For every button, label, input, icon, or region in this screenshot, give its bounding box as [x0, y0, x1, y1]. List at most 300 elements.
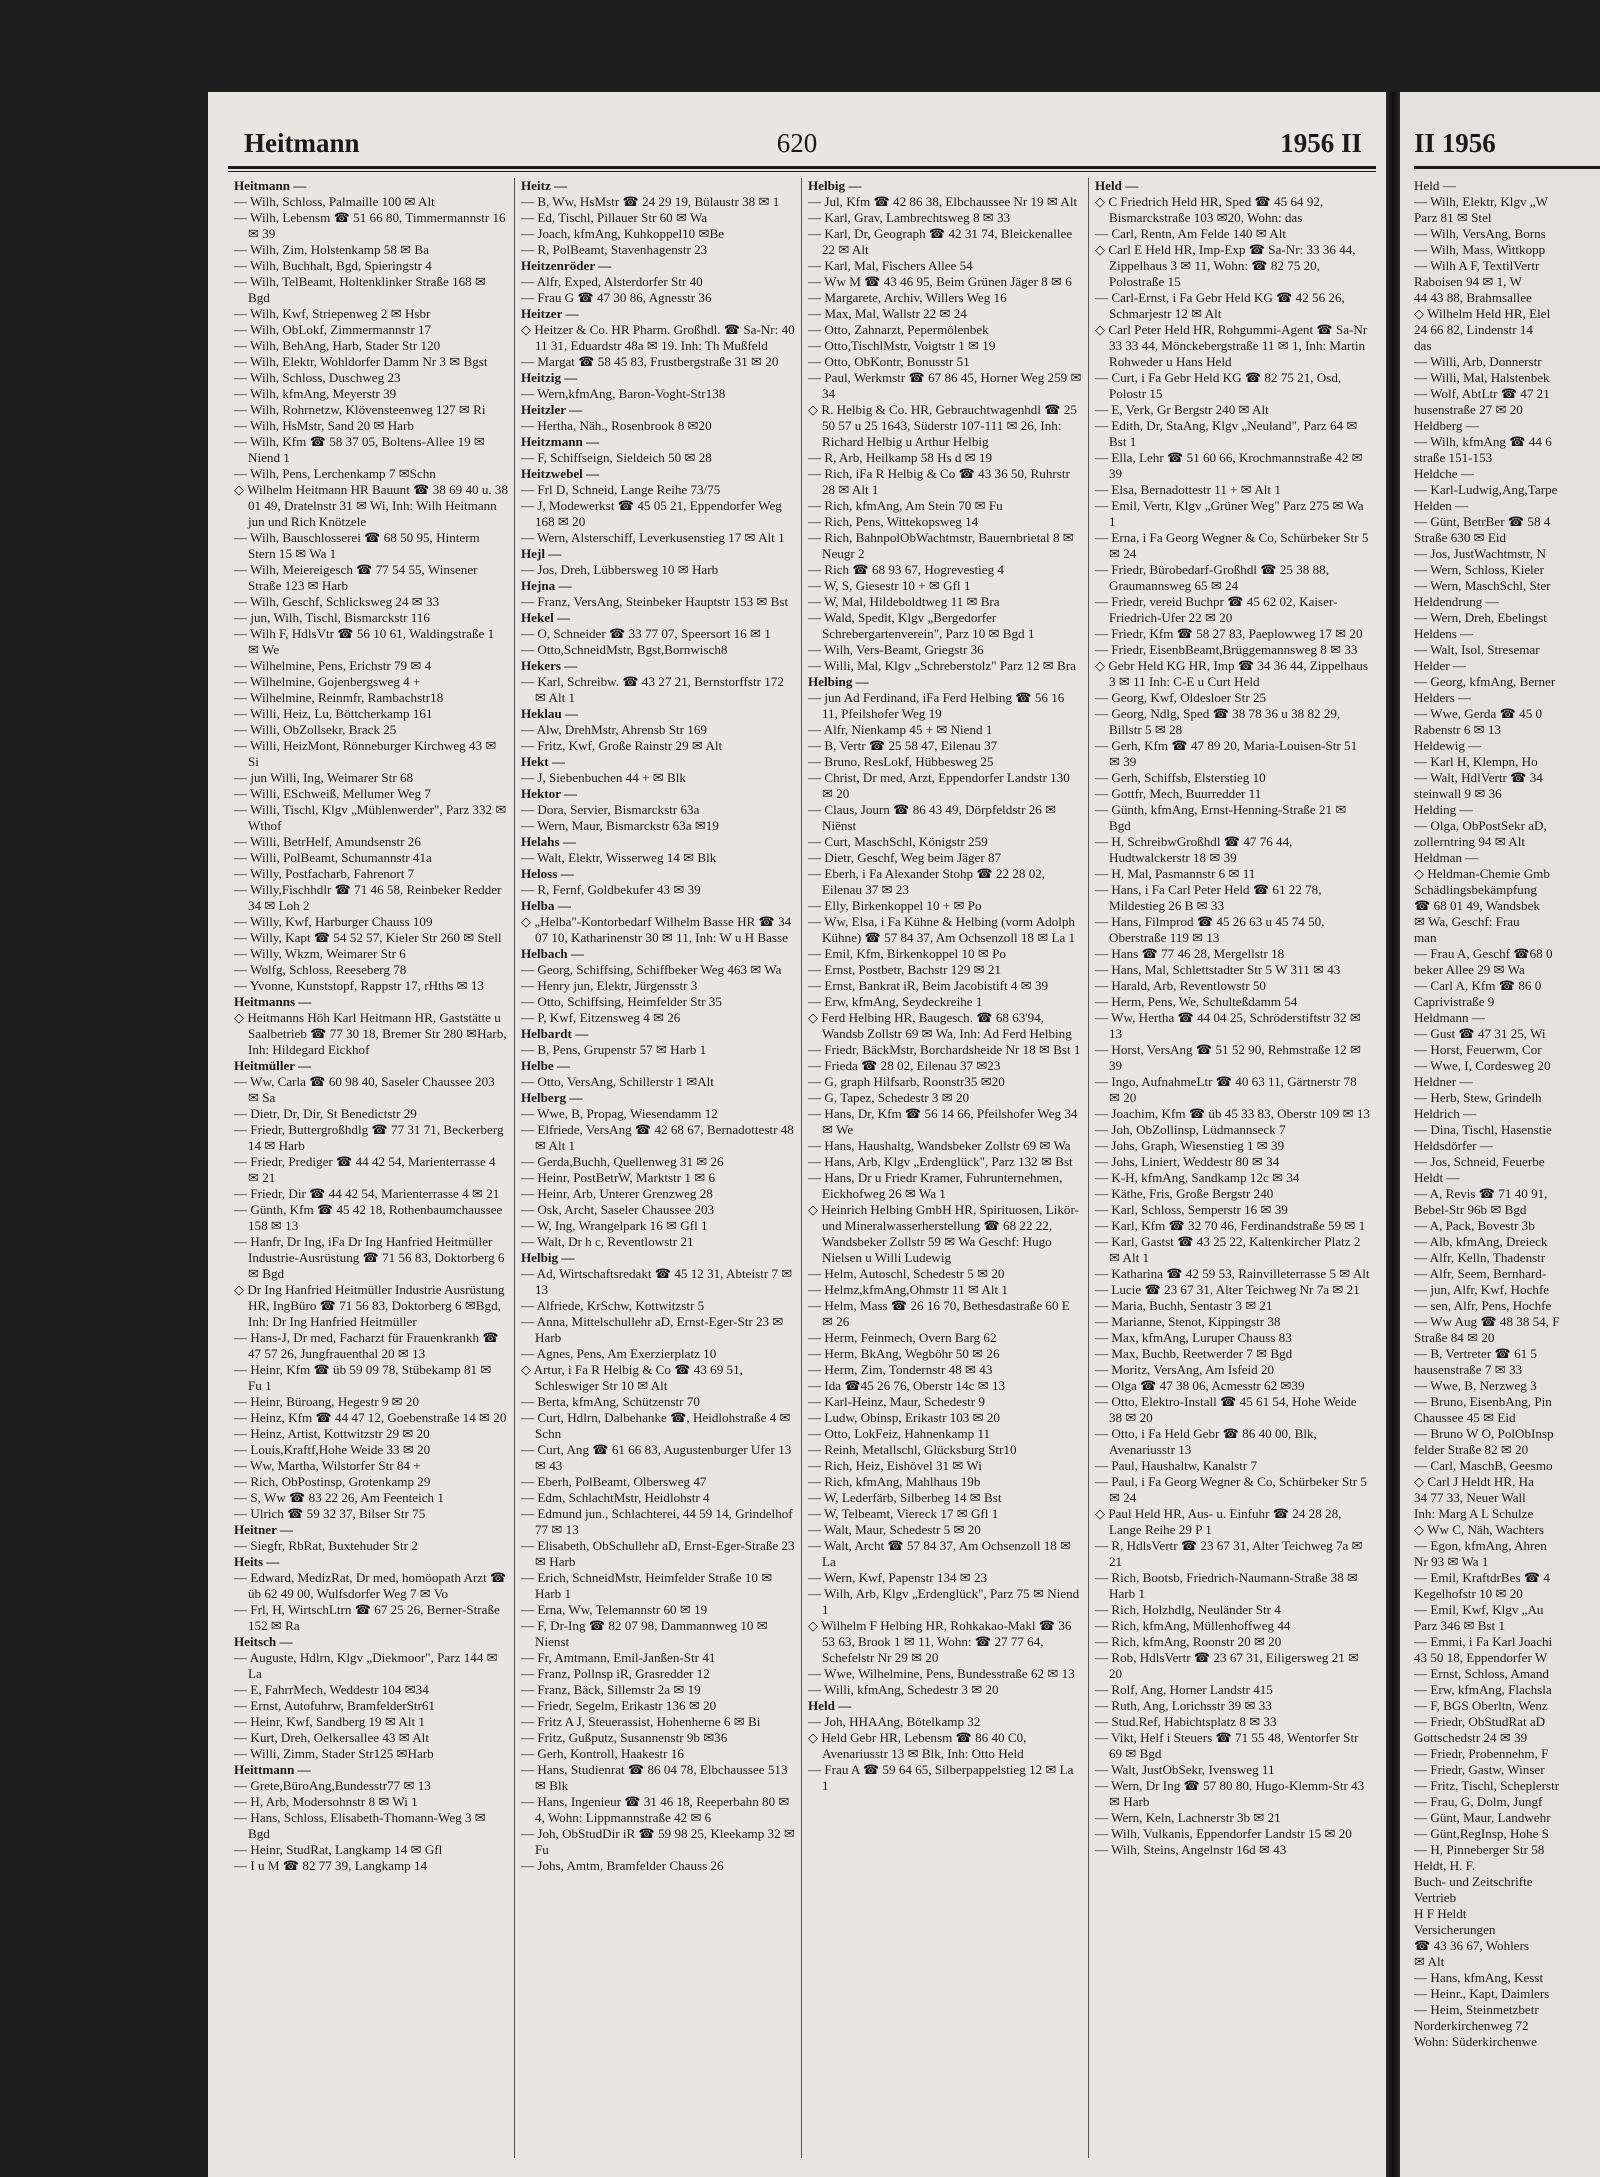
directory-entry: — Edward, MedizRat, Dr med, homöopath Arzt ☎ üb 62 49 00, Wulfsdorfer Weg 7 ✉ Vo [234, 1570, 507, 1601]
next-page-line: Chaussee 45 ✉ Eid [1414, 1410, 1516, 1425]
next-page-line: — Bruno W O, PolObInsp [1414, 1426, 1554, 1441]
directory-entry: — Walt, Maur, Schedestr 5 ✉ 20 [808, 1522, 981, 1537]
directory-entry: — H, Mal, Pasmannstr 6 ✉ 11 [1095, 866, 1256, 881]
directory-entry: — Elsa, Bernadottestr 11 + ✉ Alt 1 [1095, 482, 1281, 497]
next-page-line: zollerntring 94 ✉ Alt [1414, 834, 1525, 849]
next-page-line: — Erw, kfmAng, Flachsla [1414, 1682, 1552, 1697]
directory-entry: — H, SchreibwGroßhdl ☎ 47 76 44, Hudtwalckerstr 18 ✉ 39 [1095, 834, 1293, 865]
directory-entry: — J, Siebenbuchen 44 + ✉ Blk [521, 770, 686, 785]
directory-entry: — Rich, kfmAng, Müllenhoffweg 44 [1095, 1618, 1291, 1633]
next-page-header: II 1956 [1414, 128, 1496, 158]
next-page-line: straße 151-153 [1414, 450, 1493, 465]
surname-heading: Heitmanns — [234, 994, 312, 1009]
running-header-right: 1956 II [1280, 128, 1362, 158]
next-page-line: — Ernst, Schloss, Amand [1414, 1666, 1549, 1681]
directory-entry: — Wilh, Geschf, Schlicksweg 24 ✉ 33 [234, 594, 440, 609]
next-page-line: — Wilh A F, TextilVertr [1414, 258, 1540, 273]
next-page-line: — Wilh, kfmAng ☎ 44 6 [1414, 434, 1552, 449]
directory-entry: — Max, kfmAng, Luruper Chauss 83 [1095, 1330, 1292, 1345]
directory-entry: — Gerh, Schiffsb, Elsterstieg 10 [1095, 770, 1266, 785]
directory-entry: — Wilhelmine, Reinmfr, Rambachstr18 [234, 690, 444, 705]
directory-entry: — Herm, Feinmech, Overn Barg 62 [808, 1330, 997, 1345]
next-page-line: — Ww Aug ☎ 48 38 54, F [1414, 1314, 1560, 1329]
directory-entry: — Ww, Hertha ☎ 44 04 25, Schröderstiftstr 32 ✉ 13 [1095, 1010, 1361, 1041]
directory-entry: ◇ Dr Ing Hanfried Heitmüller Industrie Ausrüstung HR, IngBüro ☎ 71 56 83, Doktorberg 6 ✉Bgd, Inh: Dr Ing Hanfried Heitmüller [234, 1282, 505, 1329]
directory-entry: — Willi, Mal, Klgv „Schreberstolz" Parz 12 ✉ Bra [808, 658, 1076, 673]
next-page-line: Rabenstr 6 ✉ 13 [1414, 722, 1501, 737]
next-page-line: — Wwe, B, Nerzweg 3 [1414, 1378, 1537, 1393]
next-page-line: Heldsdörfer — [1414, 1138, 1493, 1153]
directory-entry: — Herm, Zim, Tondernstr 48 ✉ 43 [808, 1362, 993, 1377]
directory-entry: — Harald, Arb, Reventlowstr 50 [1095, 978, 1266, 993]
directory-entry: — Johs, Amtm, Bramfelder Chauss 26 [521, 1858, 724, 1873]
next-page-line: — Günt, Maur, Landwehr [1414, 1810, 1551, 1825]
next-page-line: — Frau, G, Dolm, Jungf [1414, 1794, 1543, 1809]
directory-entry: — Wilh, Schloss, Palmaille 100 ✉ Alt [234, 194, 435, 209]
directory-entry: — O, Schneider ☎ 33 77 07, Speersort 16 ✉ 1 [521, 626, 771, 641]
next-page-line: 34 77 33, Neuer Wall [1414, 1490, 1526, 1505]
next-page-line: — Wilh, VersAng, Borns [1414, 226, 1546, 241]
next-page-line: Parz 346 ✉ Bst 1 [1414, 1618, 1505, 1633]
next-page-line: Heldrich — [1414, 1106, 1477, 1121]
directory-entry: — Willi, Tischl, Klgv „Mühlenwerder", Parz 332 ✉ Wthof [234, 802, 507, 833]
directory-entry: — Heinr, Büroang, Hegestr 9 ✉ 20 [234, 1394, 419, 1409]
directory-entry: — Wern, Keln, Lachnerstr 3b ✉ 21 [1095, 1810, 1281, 1825]
directory-entry: — Curt, Hdlrn, Dalbehanke ☎, Heidlohstraße 4 ✉ Schn [521, 1410, 791, 1441]
directory-entry: — Heinr, PostBetrW, Marktstr 1 ✉ 6 [521, 1170, 715, 1185]
next-page-line: Heldman — [1414, 850, 1479, 865]
directory-entry: — Dietr, Geschf, Weg beim Jäger 87 [808, 850, 1002, 865]
directory-entry: — Margat ☎ 58 45 83, Frustbergstraße 31 ✉ 20 [521, 354, 779, 369]
surname-heading: Heitzler — [521, 402, 583, 417]
next-page-line: — Alb, kfmAng, Dreieck [1414, 1234, 1548, 1249]
next-page-line: — Willi, Arb, Donnerstr [1414, 354, 1542, 369]
next-page-line: — Karl H, Klempn, Ho [1414, 754, 1538, 769]
directory-entry: — Wilh, Arb, Klgv „Erdenglück", Parz 75 ✉ Niend 1 [808, 1586, 1080, 1617]
directory-entry: — Claus, Journ ☎ 86 43 49, Dörpfeldstr 26 ✉ Niënst [808, 802, 1057, 833]
directory-entry: — Edmund jun., Schlachterei, 44 59 14, Grindelhof 77 ✉ 13 [521, 1506, 793, 1537]
directory-entry: — Siegfr, RbRat, Buxtehuder Str 2 [234, 1538, 418, 1553]
next-page-line: ◇ Ww C, Näh, Wachters [1414, 1522, 1544, 1537]
next-page-line: Caprivistraße 9 [1414, 994, 1495, 1009]
next-page-line: Helder — [1414, 658, 1466, 673]
directory-entry: — Joh, HHAAng, Bötelkamp 32 [808, 1714, 981, 1729]
surname-heading: Held — [808, 1698, 852, 1713]
directory-page [208, 92, 1386, 2177]
directory-entry: — Hans, Dr u Friedr Kramer, Fuhrunternehmen, Eickhofweg 26 ✉ Wa 1 [808, 1170, 1063, 1201]
directory-entry: — Willy, Kwf, Harburger Chauss 109 [234, 914, 433, 929]
column-1 [228, 178, 515, 2158]
next-page-line: — Emil, KraftdrBes ☎ 4 [1414, 1570, 1550, 1585]
directory-entry: — Herm, BkAng, Wegböhr 50 ✉ 26 [808, 1346, 1000, 1361]
next-page-line: — Gust ☎ 47 31 25, Wi [1414, 1026, 1546, 1041]
directory-entry: — Georg, Schiffsing, Schiffbeker Weg 463 ✉ Wa [521, 962, 782, 977]
directory-entry: — Ulrich ☎ 59 32 37, Bilser Str 75 [234, 1506, 426, 1521]
directory-entry: — Wilh, Buchhalt, Bgd, Spieringstr 4 [234, 258, 432, 273]
directory-entry: — Willi, PolBeamt, Schumannstr 41a [234, 850, 432, 865]
directory-entry: — I u M ☎ 82 77 39, Langkamp 14 [234, 1858, 428, 1873]
directory-entry: — Otto, VersAng, Schillerstr 1 ✉Alt [521, 1074, 714, 1089]
directory-entry: — Karl-Heinz, Maur, Schedestr 9 [808, 1394, 985, 1409]
surname-heading: Heitner — [234, 1522, 294, 1537]
next-page-line: — Frau A, Geschf ☎68 0 [1414, 946, 1553, 961]
surname-heading: Helbing — [808, 674, 869, 689]
directory-entry: — F, Dr-Ing ☎ 82 07 98, Dammannweg 10 ✉ Nienst [521, 1618, 768, 1649]
directory-entry: ◇ Wilhelm Heitmann HR Bauunt ☎ 38 69 40 u. 38 01 49, Dratelnstr 31 ✉ Wi, Inh: Wilh Heitmann jun und Rich Knötzele [234, 482, 509, 529]
directory-entry: — Rich, kfmAng, Mahlhaus 19b [808, 1474, 981, 1489]
directory-entry: — Otto,TischlMstr, Voigtstr 1 ✉ 19 [808, 338, 996, 353]
directory-entry: — S, Ww ☎ 83 22 26, Am Feenteich 1 [234, 1490, 444, 1505]
directory-entry: — Wilh, Rohrnetzw, Klövensteenweg 127 ✉ Ri [234, 402, 486, 417]
directory-entry: — Hans, Filmprod ☎ 45 26 63 u 45 74 50, Oberstraße 119 ✉ 13 [1095, 914, 1325, 945]
next-page-line: 43 50 18, Eppendorfer W [1414, 1650, 1548, 1665]
directory-entry: — R, PolBeamt, Stavenhagenstr 23 [521, 242, 708, 257]
directory-entry: — Friedr, vereid Buchpr ☎ 45 62 02, Kaiser-Friedrich-Ufer 22 ✉ 20 [1095, 594, 1338, 625]
directory-entry: — Wilh, Schloss, Duschweg 23 [234, 370, 401, 385]
directory-entry: — Wern, Kwf, Papenstr 134 ✉ 23 [808, 1570, 988, 1585]
directory-entry: — jun, Wilh, Tischl, Bismarckstr 116 [234, 610, 430, 625]
next-page-line: — Jos, Schneid, Feuerbe [1414, 1154, 1545, 1169]
next-page-line: — Wern, MaschSchl, Ster [1414, 578, 1551, 593]
directory-entry: — Ingo, AufnahmeLtr ☎ 40 63 11, Gärtnerstr 78 ✉ 20 [1095, 1074, 1357, 1105]
next-page-line: — Willi, Mal, Halstenbek [1414, 370, 1550, 385]
directory-entry: — Friedr, Bürobedarf-Großhdl ☎ 25 38 88, Graumannsweg 65 ✉ 24 [1095, 562, 1329, 593]
directory-entry: — Karl, Dr, Geograph ☎ 42 31 74, Bleickenallee 22 ✉ Alt [808, 226, 1073, 257]
directory-entry: — Curt, MaschSchl, Königstr 259 [808, 834, 988, 849]
directory-entry: — Moritz, VersAng, Am Isfeid 20 [1095, 1362, 1275, 1377]
directory-entry: — Alfr, Exped, Alsterdorfer Str 40 [521, 274, 703, 289]
directory-entry: — Hanfr, Dr Ing, iFa Dr Ing Hanfried Heitmüller Industrie-Ausrüstung ☎ 71 56 83, Doktorberg 6 ✉ Bgd [234, 1234, 505, 1281]
surname-heading: Heitsch — [234, 1634, 293, 1649]
directory-entry: — Curt, i Fa Gebr Held KG ☎ 82 75 21, Osd, Polostr 15 [1095, 370, 1342, 401]
surname-heading: Helahs — [521, 834, 576, 849]
running-header-left: Heitmann [244, 128, 360, 158]
directory-entry: — Wilh, BehAng, Harb, Stader Str 120 [234, 338, 441, 353]
next-page-line: ☎ 68 01 49, Wandsbek [1414, 898, 1540, 913]
next-page-line: ◇ Carl J Heldt HR, Ha [1414, 1474, 1534, 1489]
surname-heading: Heitzmann — [521, 434, 600, 449]
next-page-line: — sen, Alfr, Pens, Hochfe [1414, 1298, 1552, 1313]
directory-entry: — Rich, Bootsb, Friedrich-Naumann-Straße 38 ✉ Harb 1 [1095, 1570, 1358, 1601]
directory-entry: — Friedr, Segelm, Erikastr 136 ✉ 20 [521, 1698, 717, 1713]
directory-entry: — Elfriede, VersAng ☎ 42 68 67, Bernadottestr 48 ✉ Alt 1 [521, 1122, 794, 1153]
directory-entry: ◇ Gebr Held KG HR, Imp ☎ 34 36 44, Zippelhaus 3 ✉ 11 Inh: C-E u Curt Held [1095, 658, 1368, 689]
directory-entry: — Franz, Pollnsp iR, Grasredder 12 [521, 1666, 710, 1681]
directory-entry: — Gottfr, Mech, Buurredder 11 [1095, 786, 1262, 801]
directory-entry: — Ernst, Bankrat iR, Beim Jacobistift 4 ✉ 39 [808, 978, 1049, 993]
directory-entry: — Ww M ☎ 43 46 95, Beim Grünen Jäger 8 ✉ 6 [808, 274, 1072, 289]
directory-entry: — Wern, Maur, Bismarckstr 63a ✉19 [521, 818, 719, 833]
directory-entry: — Ruth, Ang, Lorichsstr 39 ✉ 33 [1095, 1698, 1272, 1713]
directory-entry: — Willi, ObZollsekr, Brack 25 [234, 722, 397, 737]
directory-entry: — Vikt, Helf i Steuers ☎ 71 55 48, Wentorfer Str 69 ✉ Bgd [1095, 1730, 1359, 1761]
next-page-line: — Fritz, Tischl, Scheplerstr [1414, 1778, 1560, 1793]
directory-entry: ◇ „Helba"-Kontorbedarf Wilhelm Basse HR ☎ 34 07 10, Katharinenstr 30 ✉ 11, Inh: W u H Basse [521, 914, 792, 945]
directory-entry: — Helmz,kfmAng,Ohmstr 11 ✉ Alt 1 [808, 1282, 1008, 1297]
directory-entry: — Reinh, Metallschl, Glücksburg Str10 [808, 1442, 1017, 1457]
directory-entry: — Friedr, Dir ☎ 44 42 54, Marienterrasse 4 ✉ 21 [234, 1186, 500, 1201]
directory-entry: — Wilh, Lebensm ☎ 51 66 80, Timmermannstr 16 ✉ 39 [234, 210, 506, 241]
surname-heading: Heloss — [521, 866, 574, 881]
directory-entry: ◇ Heitzer & Co. HR Pharm. Großhdl. ☎ Sa-Nr: 40 11 31, Eduardstr 48a ✉ 19. Inh: Th Mußfeld [521, 322, 795, 353]
directory-entry: — Friedr, Buttergroßhdlg ☎ 77 31 71, Beckerberg 14 ✉ Harb [234, 1122, 504, 1153]
directory-entry: — Willi, Zimm, Stader Str125 ✉Harb [234, 1746, 434, 1761]
directory-entry: — Heinr, StudRat, Langkamp 14 ✉ Gfl [234, 1842, 443, 1857]
directory-entry: — K-H, kfmAng, Sandkamp 12c ✉ 34 [1095, 1170, 1300, 1185]
directory-entry: — Wilh, Bauschlosserei ☎ 68 50 95, Hinterm Stern 15 ✉ Wa 1 [234, 530, 480, 561]
directory-entry: — Curt, Ang ☎ 61 66 83, Augustenburger Ufer 13 ✉ 43 [521, 1442, 792, 1473]
directory-entry: — Wilh, Vulkanis, Eppendorfer Landstr 15 ✉ 20 [1095, 1826, 1352, 1841]
next-page-line: Nr 93 ✉ Wa 1 [1414, 1554, 1489, 1569]
directory-entry: — jun Ad Ferdinand, iFa Ferd Helbing ☎ 56 16 11, Pfeilshofer Weg 19 [808, 690, 1065, 721]
directory-entry: — Wilh, HsMstr, Sand 20 ✉ Harb [234, 418, 414, 433]
directory-entry: — Karl, Mal, Fischers Allee 54 [808, 258, 973, 273]
next-page-line: 44 43 88, Brahmsallee [1414, 290, 1532, 305]
next-page-line: — Friedr, Probennehm, F [1414, 1746, 1549, 1761]
next-page-line: — Hans, kfmAng, Kesst [1414, 1970, 1544, 1985]
directory-entry: — Gerh, Kfm ☎ 47 89 20, Maria-Louisen-Str 51 ✉ 39 [1095, 738, 1358, 769]
directory-entry: — G, Tapez, Schedestr 3 ✉ 20 [808, 1090, 970, 1105]
directory-entry: — Rich, iFa R Helbig & Co ☎ 43 36 50, Ruhrstr 28 ✉ Alt 1 [808, 466, 1070, 497]
next-page-line: Heldt, H. F. [1414, 1858, 1476, 1873]
directory-entry: — Gerh, Kontroll, Haakestr 16 [521, 1746, 684, 1761]
surname-heading: Heitz — [521, 178, 568, 193]
directory-entry: — Elly, Birkenkoppel 10 + ✉ Po [808, 898, 982, 913]
directory-entry: — H, Arb, Modersohnstr 8 ✉ Wi 1 [234, 1794, 418, 1809]
directory-entry: — Willy,Fischhdlr ☎ 71 46 58, Reinbeker Redder 34 ✉ Loh 2 [234, 882, 502, 913]
directory-entry: — Karl, Schreibw. ☎ 43 27 21, Bernstorffstr 172 ✉ Alt 1 [521, 674, 784, 705]
next-page-line: felder Straße 82 ✉ 20 [1414, 1442, 1529, 1457]
directory-entry: — Eberh, i Fa Alexander Stohp ☎ 22 28 02, Eilenau 37 ✉ 23 [808, 866, 1046, 897]
directory-entry: — Hans, Dr, Kfm ☎ 56 14 66, Pfeilshofer Weg 34 ✉ We [808, 1106, 1078, 1137]
directory-entry: — Maria, Buchh, Sentastr 3 ✉ 21 [1095, 1298, 1273, 1313]
directory-entry: — Jos, Dreh, Lübbersweg 10 ✉ Harb [521, 562, 719, 577]
next-page-line: Heldendrung — [1414, 594, 1499, 609]
directory-entry: — Joach, kfmAng, Kuhkoppel10 ✉Be [521, 226, 724, 241]
directory-entry: — Dora, Servier, Bismarckstr 63a [521, 802, 700, 817]
directory-entry: — Auguste, Hdlrn, Klgv „Diekmoor", Parz 144 ✉ La [234, 1650, 498, 1681]
directory-entry: — Günth, Kfm ☎ 45 42 18, Rothenbaumchaussee 158 ✉ 13 [234, 1202, 503, 1233]
directory-entry: — W, Telbeamt, Viereck 17 ✉ Gfl 1 [808, 1506, 999, 1521]
surname-heading: Hejna — [521, 578, 572, 593]
directory-entry: — Willi, Heiz, Lu, Böttcherkamp 161 [234, 706, 433, 721]
directory-entry: — Willy, Kapt ☎ 54 52 57, Kieler Str 260 ✉ Stell [234, 930, 502, 945]
directory-entry: — Marianne, Stenot, Kippingstr 38 [1095, 1314, 1281, 1329]
next-page-line: Helders — [1414, 690, 1472, 705]
surname-heading: Helberg — [521, 1090, 583, 1105]
next-page-line: Schädlingsbekämpfung [1414, 882, 1537, 897]
next-page-line: — Friedr, ObStudRat aD [1414, 1714, 1546, 1729]
directory-entry: — Johs, Graph, Wiesenstieg 1 ✉ 39 [1095, 1138, 1285, 1153]
directory-entry: — Heinz, Artist, Kottwitzstr 29 ✉ 20 [234, 1426, 430, 1441]
directory-entry: ◇ Artur, i Fa R Helbig & Co ☎ 43 69 51, Schleswiger Str 10 ✉ Alt [521, 1362, 743, 1393]
directory-entry: — Agnes, Pens, Am Exerzierplatz 10 [521, 1346, 717, 1361]
next-page-line: Heldmann — [1414, 1010, 1485, 1025]
surname-heading: Heitmüller — [234, 1058, 312, 1073]
next-page-line: — Günt,RegInsp, Hohe S [1414, 1826, 1549, 1841]
next-page-line: Straße 630 ✉ Eid [1414, 530, 1507, 545]
next-page-line: Heldberg — [1414, 418, 1479, 433]
next-page-line: — Jos, JustWachtmstr, N [1414, 546, 1546, 561]
directory-entry: — Wilhelmine, Gojenbergsweg 4 + [234, 674, 421, 689]
directory-entry: — Willi, kfmAng, Schedestr 3 ✉ 20 [808, 1682, 999, 1697]
directory-entry: — Georg, Kwf, Oldesloer Str 25 [1095, 690, 1267, 705]
next-page-line: Parz 81 ✉ Stel [1414, 210, 1492, 225]
directory-entry: — Alfr, Nienkamp 45 + ✉ Niend 1 [808, 722, 993, 737]
directory-entry: — Heinr, Arb, Unterer Grenzweg 28 [521, 1186, 713, 1201]
next-page-line: — Dina, Tischl, Hasenstie [1414, 1122, 1552, 1137]
next-page-line: Heldens — [1414, 626, 1474, 641]
next-page-line: — Georg, kfmAng, Berner [1414, 674, 1556, 689]
directory-entry: — Erna, Ww, Telemannstr 60 ✉ 19 [521, 1602, 708, 1617]
next-page-line: — H, Pinneberger Str 58 [1414, 1842, 1545, 1857]
directory-entry: — Wilh F, HdlsVtr ☎ 56 10 61, Waldingstraße 1 ✉ We [234, 626, 495, 657]
directory-entry: — Karl, Grav, Lambrechtsweg 8 ✉ 33 [808, 210, 1011, 225]
directory-entry: — Olga ☎ 47 38 06, Acmesstr 62 ✉39 [1095, 1378, 1305, 1393]
directory-entry: — Eberh, PolBeamt, Olbersweg 47 [521, 1474, 707, 1489]
directory-entry: — Heinz, Kfm ☎ 44 47 12, Goebenstraße 14 ✉ 20 [234, 1410, 507, 1425]
directory-entry: — Wilh, TelBeamt, Holtenklinker Straße 168 ✉ Bgd [234, 274, 486, 305]
directory-entry: — Berta, kfmAng, Schützenstr 70 [521, 1394, 700, 1409]
directory-entry: — Kurt, Dreh, Oelkersallee 43 ✉ Alt [234, 1730, 429, 1745]
next-page-line: — Horst, Feuerwm, Cor [1414, 1042, 1542, 1057]
next-page-line: — Heim, Steinmetzbetr [1414, 2002, 1539, 2017]
next-page-line: — Bruno, EisenbAng, Pin [1414, 1394, 1552, 1409]
surname-heading: Helbig — [808, 178, 862, 193]
directory-entry: ◇ Heitmanns Höh Karl Heitmann HR, Gaststätte u Saalbetrieb ☎ 77 30 18, Bremer Str 280 ✉Harb, Inh: Hildegard Eickhof [234, 1010, 507, 1057]
next-page-line: Straße 84 ✉ 20 [1414, 1330, 1495, 1345]
directory-entry: — Edm, SchlachtMstr, Heidlohstr 4 [521, 1490, 710, 1505]
directory-entry: — Rich, BahnpolObWachtmstr, Bauernbrietal 8 ✉ Neugr 2 [808, 530, 1074, 561]
directory-entry: — F, Schiffseign, Sieldeich 50 ✉ 28 [521, 450, 712, 465]
next-page-line: Inh: Marg A L Schulze [1414, 1506, 1534, 1521]
directory-entry: — Karl, Schloss, Semperstr 16 ✉ 39 [1095, 1202, 1288, 1217]
directory-entry: — Wilh, Vers-Beamt, Griegstr 36 [808, 642, 984, 657]
next-page-fragment [1400, 92, 1600, 2177]
directory-entry: — Rich, kfmAng, Am Stein 70 ✉ Fu [808, 498, 1003, 513]
surname-heading: Heitzig — [521, 370, 578, 385]
surname-heading: Heklau — [521, 706, 579, 721]
directory-entry: — Max, Buchb, Reetwerder 7 ✉ Bgd [1095, 1346, 1293, 1361]
directory-entry: — Wilh, Kfm ☎ 58 37 05, Boltens-Allee 19 ✉ Niend 1 [234, 434, 485, 465]
directory-entry: — Käthe, Fris, Große Bergstr 240 [1095, 1186, 1274, 1201]
directory-entry: — Anna, Mittelschullehr aD, Ernst-Eger-Str 23 ✉ Harb [521, 1314, 784, 1345]
directory-entry: — Friedr, EisenbBeamt,Brüggemannsweg 8 ✉ 33 [1095, 642, 1358, 657]
next-page-line: — Olga, ObPostSekr aD, [1414, 818, 1547, 833]
directory-entry: ◇ Held Gebr HR, Lebensm ☎ 86 40 C0, Avenariusstr 13 ✉ Blk, Inh: Otto Held [808, 1730, 1027, 1761]
directory-entry: — Wilh, Kwf, Striepenweg 2 ✉ Hsbr [234, 306, 431, 321]
directory-entry: — Dietr, Dr, Dir, St Benedictstr 29 [234, 1106, 417, 1121]
directory-entry: — Otto, LokFeiz, Hahnenkamp 11 [808, 1426, 991, 1441]
directory-entry: — Hans, Ingenieur ☎ 31 46 18, Reeperbahn 80 ✉ 4, Wohn: Lippmannstraße 42 ✉ 6 [521, 1794, 790, 1825]
directory-entry: — R, Fernf, Goldbekufer 43 ✉ 39 [521, 882, 701, 897]
next-page-line: beker Allee 29 ✉ Wa [1414, 962, 1525, 977]
directory-entry: — Elisabeth, ObSchullehr aD, Ernst-Eger-Straße 23 ✉ Harb [521, 1538, 795, 1569]
directory-entry: — Erna, i Fa Georg Wegner & Co, Schürbeker Str 5 ✉ 24 [1095, 530, 1369, 561]
next-page-line: — Walt, HdlVertr ☎ 34 [1414, 770, 1543, 785]
directory-entry: — Paul, Werkmstr ☎ 67 86 45, Horner Weg 259 ✉ 34 [808, 370, 1082, 401]
next-page-line: — Alfr, Kelln, Thadenstr [1414, 1250, 1546, 1265]
next-page-rule [1414, 166, 1600, 169]
directory-entry: — Hans, Mal, Schlettstadter Str 5 W 311 ✉ 43 [1095, 962, 1341, 977]
directory-entry: — Carl-Ernst, i Fa Gebr Held KG ☎ 42 56 26, Schmarjestr 12 ✉ Alt [1095, 290, 1345, 321]
directory-entry: — Lucie ☎ 23 67 31, Alter Teichweg Nr 7a ✉ 21 [1095, 1282, 1360, 1297]
directory-entry: — Friedr, Prediger ☎ 44 42 54, Marienterrasse 4 ✉ 21 [234, 1154, 496, 1185]
surname-heading: Helba — [521, 898, 571, 913]
directory-entry: — Walt, Archt ☎ 57 84 37, Am Ochsenzoll 18 ✉ La [808, 1538, 1072, 1569]
next-page-line: — Heinr., Kapt, Daimlers [1414, 1986, 1550, 2001]
directory-entry: — Wern, Dr Ing ☎ 57 80 80, Hugo-Klemm-Str 43 ✉ Harb [1095, 1778, 1365, 1809]
directory-entry: — Fr, Amtmann, Emil-Janßen-Str 41 [521, 1650, 716, 1665]
next-page-line: ◇ Heldman-Chemie Gmb [1414, 866, 1550, 881]
directory-entry: — Christ, Dr med, Arzt, Eppendorfer Landstr 130 ✉ 20 [808, 770, 1070, 801]
directory-entry: — Wilh, Elektr, Wohldorfer Damm Nr 3 ✉ Bgst [234, 354, 488, 369]
directory-entry: — Georg, Ndlg, Sped ☎ 38 78 36 u 38 82 29, Billstr 5 ✉ 28 [1095, 706, 1341, 737]
directory-entry: — Ida ☎45 26 76, Oberstr 14c ✉ 13 [808, 1378, 1006, 1393]
next-page-line: das [1414, 338, 1432, 353]
directory-entry: — Ww, Martha, Wilstorfer Str 84 + [234, 1458, 421, 1473]
directory-entry: — Wern, Alsterschiff, Leverkusenstieg 17 ✉ Alt 1 [521, 530, 785, 545]
directory-entry: — Joh, ObZollinsp, Lüdmannseck 7 [1095, 1122, 1286, 1137]
next-page-line: — Carl, MaschB, Geesmo [1414, 1458, 1553, 1473]
directory-entry: — Erich, SchneidMstr, Heimfelder Straße 10 ✉ Harb 1 [521, 1570, 773, 1601]
directory-entry: — Franz, Bäck, Sillemstr 2a ✉ 19 [521, 1682, 701, 1697]
next-page-line: Vertrieb [1414, 1890, 1457, 1905]
directory-entry: — Otto, Schiffsing, Heimfelder Str 35 [521, 994, 722, 1009]
directory-entry: — Rich, Heiz, Eishövel 31 ✉ Wi [808, 1458, 982, 1473]
next-page-line: — Wilh, Mass, Wittkopp [1414, 242, 1546, 257]
directory-entry: — Günth, kfmAng, Ernst-Henning-Straße 21 ✉ Bgd [1095, 802, 1347, 833]
directory-entry: — Henry jun, Elektr, Jürgensstr 3 [521, 978, 698, 993]
next-page-line: Heldner — [1414, 1074, 1473, 1089]
directory-entry: — Hans, i Fa Carl Peter Held ☎ 61 22 78, Mildestieg 26 B ✉ 33 [1095, 882, 1322, 913]
next-page-line: ✉ Alt [1414, 1954, 1445, 1969]
directory-entry: — Hans, Studienrat ☎ 86 04 78, Elbchaussee 513 ✉ Blk [521, 1762, 788, 1793]
directory-entry: — Heinr, Kwf, Sandberg 19 ✉ Alt 1 [234, 1714, 425, 1729]
directory-entry: — Horst, VersAng ☎ 51 52 90, Rehmstraße 12 ✉ 39 [1095, 1042, 1361, 1073]
directory-entry: — Ernst, Postbetr, Bachstr 129 ✉ 21 [808, 962, 1002, 977]
directory-entry: — B, Pens, Grupenstr 57 ✉ Harb 1 [521, 1042, 707, 1057]
next-page-line: — A, Pack, Bovestr 3b [1414, 1218, 1535, 1233]
directory-entry: — B, Vertr ☎ 25 58 47, Eilenau 37 [808, 738, 998, 753]
page-number: 620 [776, 128, 818, 158]
directory-entry: — Karl, Gastst ☎ 43 25 22, Kaltenkircher Platz 2 ✉ Alt 1 [1095, 1234, 1361, 1265]
next-page-line: — Wolf, AbtLtr ☎ 47 21 [1414, 386, 1550, 401]
directory-entry: — Frau G ☎ 47 30 86, Agnesstr 36 [521, 290, 712, 305]
directory-entry: — jun Willi, Ing, Weimarer Str 68 [234, 770, 414, 785]
surname-heading: Hektor — [521, 786, 578, 801]
surname-heading: Helbig — [521, 1250, 575, 1265]
surname-heading: Helbardt — [521, 1026, 589, 1041]
directory-entry: ◇ Carl Peter Held HR, Rohgummi-Agent ☎ Sa-Nr 33 33 44, Mönckebergstraße 11 ✉ 1, Inh: Martin Rohweder u Hans Held [1095, 322, 1368, 369]
directory-entry: — Otto, ObKontr, Bonusstr 51 [808, 354, 970, 369]
surname-heading: Heits — [234, 1554, 280, 1569]
directory-entry: — Rob, HdlsVertr ☎ 23 67 31, Eiligersweg 21 ✉ 20 [1095, 1650, 1360, 1681]
directory-entry: — Rich, kfmAng, Roonstr 20 ✉ 20 [1095, 1634, 1282, 1649]
directory-entry: — Willi, BetrHelf, Amundsenstr 26 [234, 834, 421, 849]
directory-entry: ◇ Paul Held HR, Aus- u. Einfuhr ☎ 24 28 28, Lange Reihe 29 P 1 [1095, 1506, 1342, 1537]
next-page-line: 24 66 82, Lindenstr 14 [1414, 322, 1533, 337]
directory-entry: — Ella, Lehr ☎ 51 60 66, Krochmannstraße 42 ✉ 39 [1095, 450, 1363, 481]
directory-entry: — Wilh, Steins, Angelnstr 16d ✉ 43 [1095, 1842, 1287, 1857]
directory-entry: — Gerda,Buchh, Quellenweg 31 ✉ 26 [521, 1154, 724, 1169]
next-page-line: Held — [1414, 178, 1456, 193]
directory-entry: — P, Kwf, Eitzensweg 4 ✉ 26 [521, 1010, 681, 1025]
directory-entry: — Hans ☎ 77 46 28, Mergellstr 18 [1095, 946, 1285, 961]
directory-entry: — Jul, Kfm ☎ 42 86 38, Elbchaussee Nr 19 ✉ Alt [808, 194, 1078, 209]
next-page-line: Heldche — [1414, 466, 1474, 481]
directory-entry: — Wilh, Meiereigesch ☎ 77 54 55, Winsener Straße 123 ✉ Harb [234, 562, 478, 593]
